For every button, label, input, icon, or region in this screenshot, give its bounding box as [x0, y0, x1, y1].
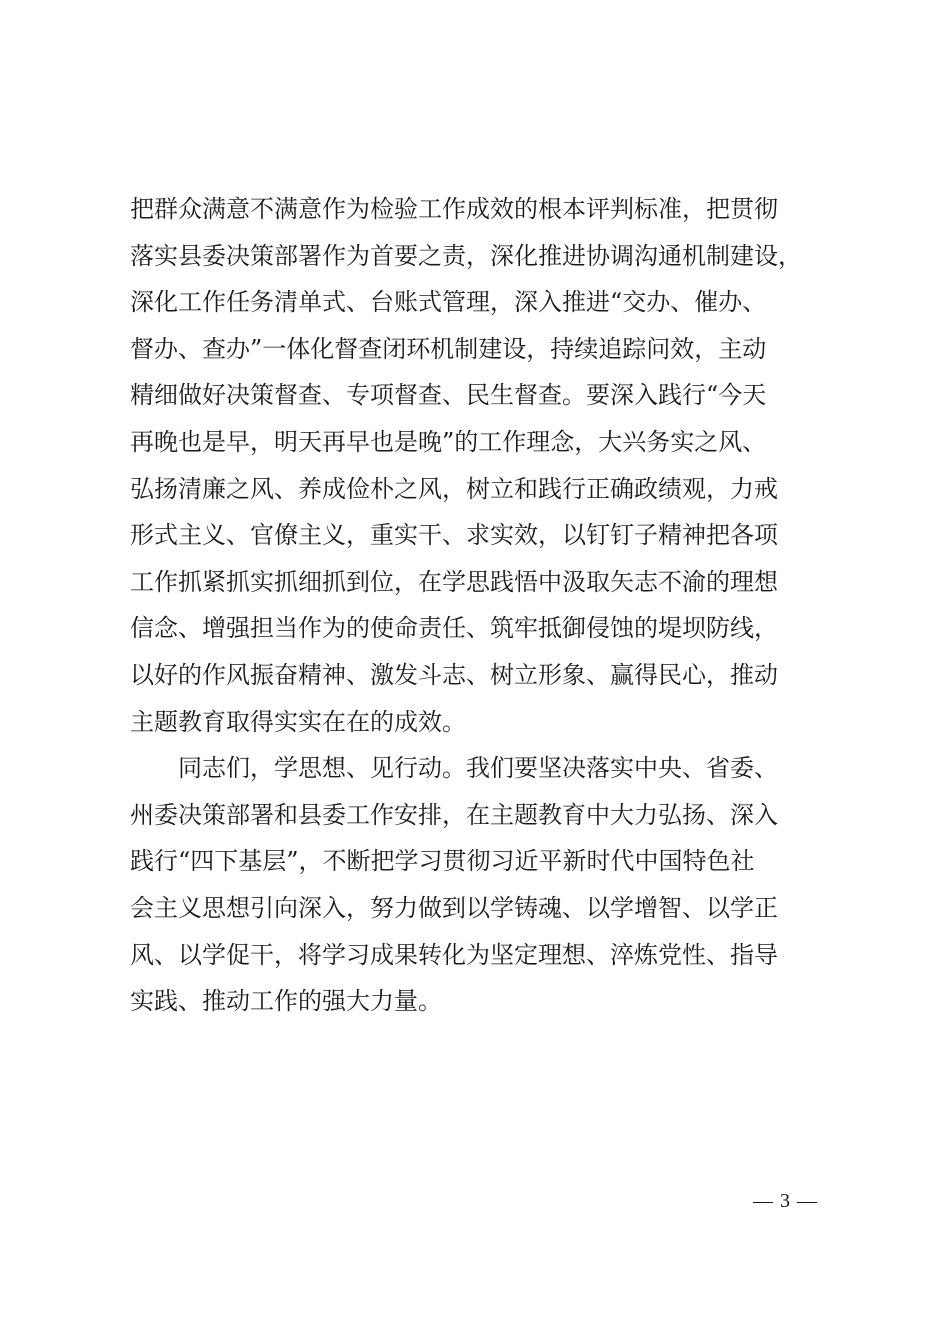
text-line: 主题教育取得实实在在的成效。 [130, 707, 466, 736]
text-line: 落实县委决策部署作为首要之责，深化推进协调沟通机制建设， [130, 241, 802, 270]
text-line: 弘扬清廉之风、养成俭朴之风，树立和践行正确政绩观，力戒 [130, 474, 778, 503]
text-line: 深化工作任务清单式、台账式管理，深入推进“交办、催办、 [130, 288, 767, 317]
text-line: 风、以学促干，将学习成果转化为坚定理想、淬炼党性、指导 [130, 940, 778, 969]
text-line: 以好的作风振奋精神、激发斗志、树立形象、赢得民心，推动 [130, 660, 778, 689]
text-line: 实践、推动工作的强大力量。 [130, 987, 442, 1016]
text-line: 信念、增强担当作为的使命责任、筑牢抵御侵蚀的堤坝防线， [130, 614, 778, 643]
text-line: 形式主义、官僚主义，重实干、求实效，以钉钉子精神把各项 [130, 521, 778, 550]
text-line: 州委决策部署和县委工作安排，在主题教育中大力弘扬、深入 [130, 800, 778, 829]
text-line: 再晚也是早，明天再早也是晚”的工作理念，大兴务实之风、 [130, 427, 767, 456]
body-text [130, 186, 830, 1025]
text-line: 会主义思想引向深入，努力做到以学铸魂、以学增智、以学正 [130, 893, 778, 922]
text-line: 督办、查办”一体化督查闭环机制建设，持续追踪问效，主动 [130, 334, 767, 363]
page-number: — 3 — [753, 1190, 818, 1212]
text-line: 工作抓紧抓实抓细抓到位，在学思践悟中汲取矢志不渝的理想 [130, 567, 778, 596]
text-line: 同志们，学思想、见行动。我们要坚决落实中央、省委、 [130, 754, 778, 783]
text-line: 践行“四下基层”，不断把学习贯彻习近平新时代中国特色社 [130, 847, 755, 876]
text-line: 把群众满意不满意作为检验工作成效的根本评判标准，把贯彻 [130, 195, 778, 223]
text-line: 精细做好决策督查、专项督查、民生督查。要深入践行“今天 [130, 381, 767, 410]
